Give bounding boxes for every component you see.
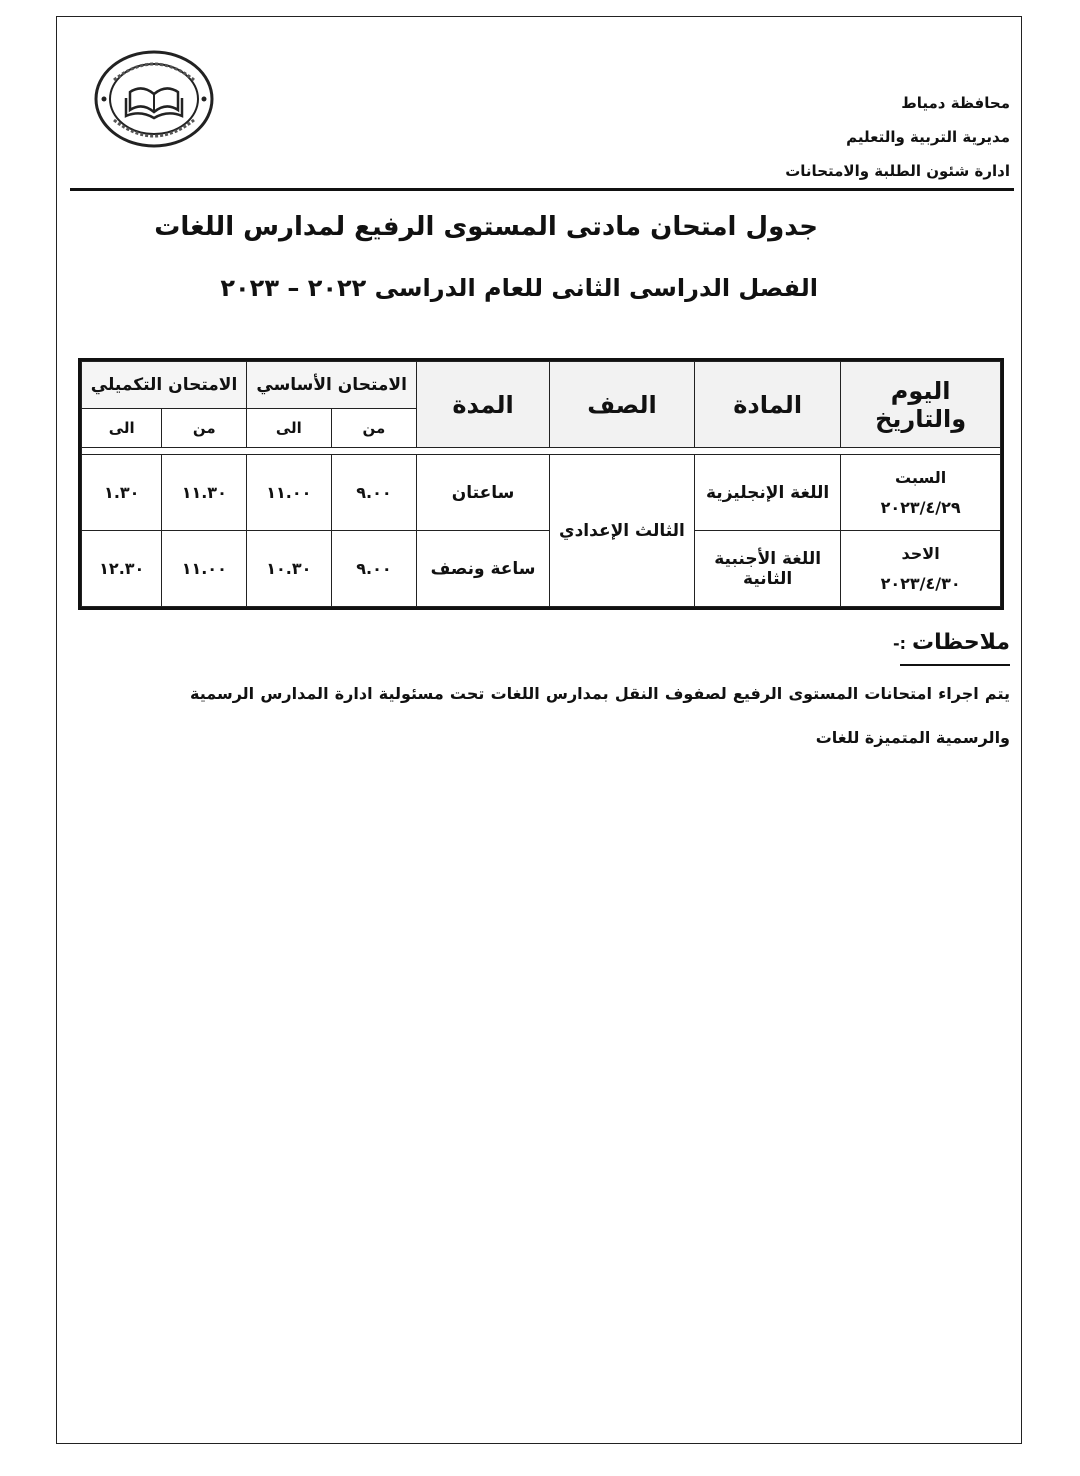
supp-to-cell: ١٢.٣٠ — [82, 531, 162, 607]
header-grade: الصف — [549, 362, 694, 448]
exam-date: ٢٠٢٣/٤/٢٩ — [880, 497, 961, 517]
header-duration: المدة — [417, 362, 550, 448]
header-supp-to: الى — [82, 409, 162, 448]
department-name: ادارة شئون الطلبة والامتحانات — [785, 162, 1010, 180]
duration-cell: ساعة ونصف — [417, 531, 550, 607]
duration-cell: ساعتان — [417, 455, 550, 531]
header-basic-to: الى — [247, 409, 332, 448]
header-basic-from: من — [331, 409, 417, 448]
directorate-logo — [92, 48, 216, 150]
notes-text: يتم اجراء امتحانات المستوى الرفيع لصفوف النقل بمدارس اللغات تحت مسئولية ادارة المدارس الرسمية والرسمية المتميزة للغات — [190, 684, 1010, 747]
header-basic-exam: الامتحان الأساسي — [247, 362, 417, 409]
notes-title: ملاحظات — [912, 630, 1010, 655]
basic-from-cell: ٩.٠٠ — [331, 531, 417, 607]
grade-cell: الثالث الإعدادي — [549, 455, 694, 607]
table-row — [82, 531, 1001, 607]
supp-from-cell: ١١.٠٠ — [162, 531, 247, 607]
supp-from-cell: ١١.٣٠ — [162, 455, 247, 531]
header-divider — [70, 188, 1014, 191]
basic-to-cell: ١١.٠٠ — [247, 455, 332, 531]
table-spacer — [82, 448, 1001, 455]
document-subtitle: الفصل الدراسى الثانى للعام الدراسى ٢٠٢٢ – ٢٠٢٣ — [220, 274, 818, 302]
exam-schedule-table — [78, 358, 1004, 610]
supp-to-cell: ١.٣٠ — [82, 455, 162, 531]
basic-to-cell: ١٠.٣٠ — [247, 531, 332, 607]
header-day-date: اليوم والتاريخ — [841, 362, 1001, 448]
book-emblem-icon — [92, 48, 216, 150]
notes-underline — [900, 664, 1010, 666]
notes-heading — [893, 630, 1010, 655]
document-title: جدول امتحان مادتى المستوى الرفيع لمدارس اللغات — [154, 212, 818, 242]
directorate-name: مديرية التربية والتعليم — [846, 128, 1010, 146]
day-name: الاحد — [901, 543, 940, 563]
document-header — [550, 86, 1010, 188]
day-name: السبت — [894, 467, 947, 487]
basic-from-cell: ٩.٠٠ — [331, 455, 417, 531]
governorate-name: محافظة دمياط — [901, 94, 1010, 112]
header-subject: المادة — [695, 362, 841, 448]
header-supp-from: من — [162, 409, 247, 448]
subject-cell: اللغة الأجنبية الثانية — [695, 531, 841, 607]
header-supplementary-exam: الامتحان التكميلي — [82, 362, 247, 409]
day-date-cell — [841, 531, 1001, 607]
day-date-cell — [841, 455, 1001, 531]
table-row — [82, 455, 1001, 531]
subject-cell: اللغة الإنجليزية — [695, 455, 841, 531]
notes-dash: :- — [892, 634, 907, 653]
exam-date: ٢٠٢٣/٤/٣٠ — [880, 573, 961, 593]
